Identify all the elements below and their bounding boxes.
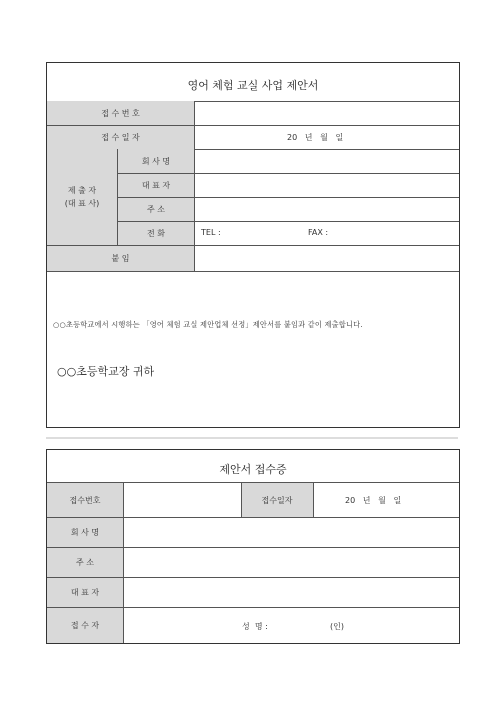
submitter-sub-label: (대 표 사)	[64, 199, 100, 208]
company-value[interactable]	[195, 150, 459, 173]
page-separator	[46, 437, 458, 439]
receiver-name-label: 성 명 :	[242, 622, 268, 631]
address-label: 주 소	[147, 204, 165, 214]
submitter-label: 제 출 자	[67, 186, 97, 195]
submission-statement: ○○초등학교에서 시행하는 「영어 체험 교실 제안업체 선정」제안서를 붙임과 같이 제출합니다.	[53, 320, 363, 329]
receipt-number-value-2[interactable]	[124, 483, 241, 517]
representative-label-cell	[118, 173, 194, 197]
receipt-number-value[interactable]	[195, 102, 459, 125]
receipt-date-label: 접 수 일 자	[101, 132, 140, 142]
phone-label-cell	[118, 221, 194, 245]
address-label-cell	[118, 197, 194, 221]
receipt-title: 제안서 접수증	[219, 463, 287, 476]
receipt-number-label-cell-2	[47, 483, 123, 517]
receipt-number-label-cell	[47, 101, 194, 125]
receipt-representative-label: 대 표 자	[70, 588, 100, 597]
addressee: ○○초등학교장 귀하	[57, 365, 155, 378]
receipt-date-label-cell-2	[241, 483, 313, 517]
receipt-date-value[interactable]: 20 년 월 일	[287, 133, 344, 142]
form-title: 영어 체험 교실 사업 제안서	[187, 79, 319, 92]
seal-label: (인)	[330, 622, 344, 631]
submitter-label-cell	[47, 149, 117, 245]
receiver-label-cell	[47, 608, 123, 643]
representative-value[interactable]	[195, 174, 459, 197]
receipt-date-value-2[interactable]: 20 년 월 일	[345, 496, 402, 505]
company-label: 회 사 명	[141, 156, 171, 166]
address-value[interactable]	[195, 198, 459, 221]
receipt-company-value[interactable]	[124, 518, 459, 547]
receipt-date-label-2: 접수일자	[261, 495, 293, 505]
receipt-representative-value[interactable]	[124, 578, 459, 607]
proposal-form	[46, 62, 460, 428]
receipt-address-label: 주 소	[76, 558, 94, 567]
tel-label: TEL :	[201, 228, 221, 237]
attachment-value[interactable]	[195, 246, 459, 271]
attachment-label: 붙 임	[111, 253, 130, 263]
receipt-number-label-2: 접수번호	[69, 495, 101, 505]
company-label-cell	[118, 149, 194, 173]
receipt-address-value[interactable]	[124, 548, 459, 577]
receipt-company-label: 회 사 명	[70, 528, 100, 537]
receipt-address-label-cell	[47, 548, 123, 577]
receipt-company-label-cell	[47, 518, 123, 547]
attachment-label-cell	[47, 245, 194, 271]
fax-label: FAX :	[308, 228, 329, 237]
representative-label: 대 표 자	[141, 180, 171, 190]
receipt-date-label-cell	[47, 125, 194, 149]
receipt-representative-label-cell	[47, 578, 123, 607]
receipt-number-label: 접 수 번 호	[101, 108, 140, 118]
phone-label: 전 화	[147, 228, 165, 238]
receipt-form	[46, 449, 460, 644]
receiver-label: 접 수 자	[70, 621, 100, 630]
